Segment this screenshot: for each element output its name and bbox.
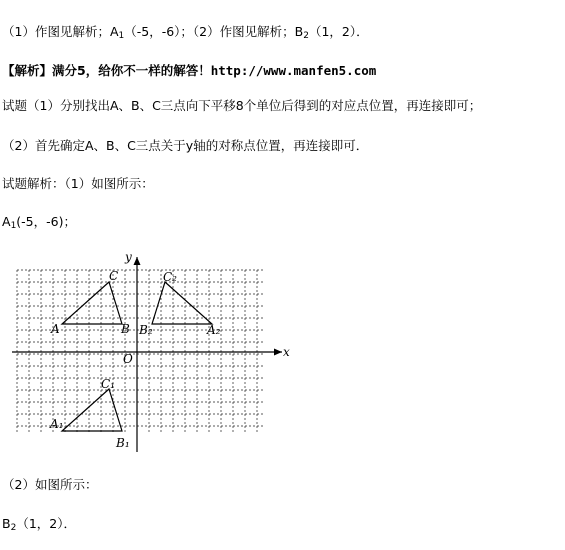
label-a2: A₂ — [207, 323, 221, 337]
label-c: C — [109, 269, 119, 283]
answer-part2-coords: （1，2）． — [308, 24, 369, 39]
hint-line-1: 试题（1）分别找出A、B、C三点向下平移8个单位后得到的对应点位置，再连接即可； — [2, 98, 482, 113]
analysis-promo: 满分5，给你不一样的解答！ — [52, 63, 211, 78]
label-a: A — [51, 322, 60, 336]
y-axis-arrow — [134, 257, 141, 265]
b2-subscript: 2 — [303, 31, 309, 41]
x-axis-arrow — [274, 349, 282, 356]
origin-label: O — [123, 352, 133, 366]
b2-coords: （1，2）． — [16, 516, 76, 531]
label-c1: C₁ — [101, 377, 115, 391]
analysis-url: http://www.manfen5.com — [210, 63, 377, 78]
x-axis-label: x — [283, 345, 290, 359]
answer-part1-coords: （-5，-6）；（2）作图见解析；B — [124, 24, 304, 39]
solution-intro: 试题解析：（1）如图所示： — [2, 176, 154, 191]
analysis-tag: 【解析】 — [2, 63, 53, 78]
a1-prefix: A — [2, 214, 11, 229]
a1-line-subscript: 1 — [10, 221, 17, 231]
label-a1: A₁ — [50, 417, 64, 431]
answer-part1: （1）作图见解析；A — [2, 24, 119, 39]
label-b2: B₂ — [139, 323, 153, 337]
label-b: B — [121, 322, 130, 336]
hint-line-2: （2）首先确定A、B、C三点关于y轴的对称点位置，再连接即可． — [2, 138, 369, 153]
a1-subscript: 1 — [118, 31, 125, 41]
y-axis-label: y — [125, 250, 132, 264]
a1-coords: (-5，-6)； — [16, 214, 76, 229]
b2-line-subscript: 2 — [10, 523, 17, 533]
b2-prefix: B — [2, 516, 11, 531]
part2-intro: （2）如图所示： — [2, 477, 98, 492]
b2-coordinate-line — [2, 514, 76, 533]
label-c2: C₂ — [163, 270, 177, 284]
label-b1: B₁ — [116, 436, 130, 450]
